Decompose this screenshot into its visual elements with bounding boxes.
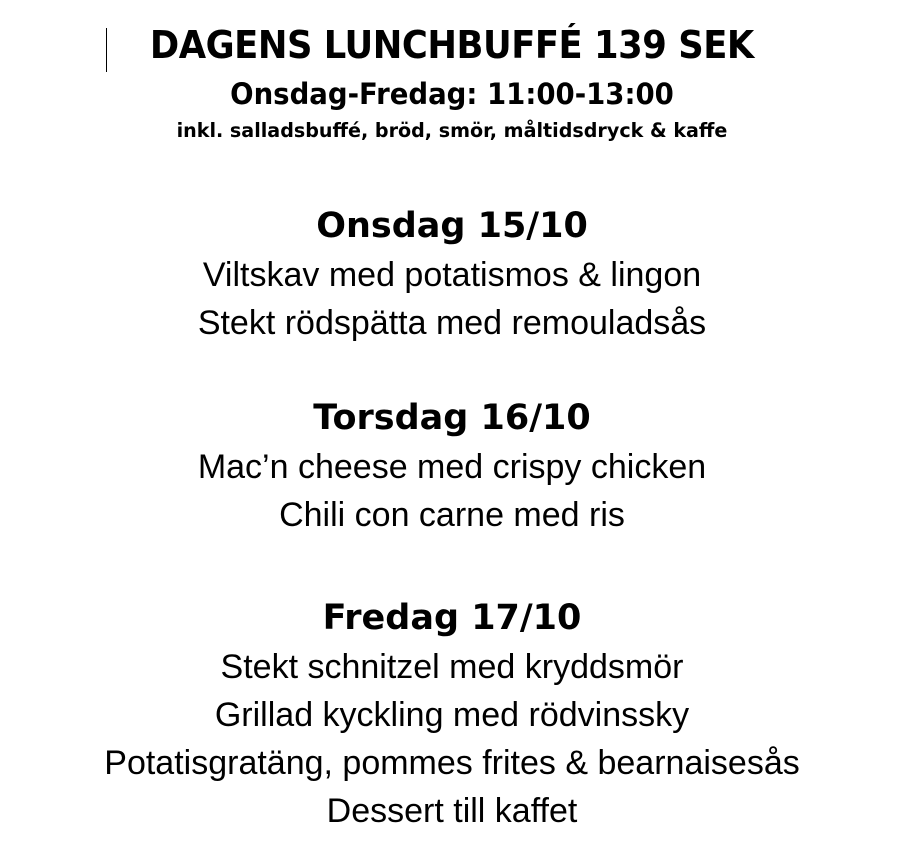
dish-item: Dessert till kaffet: [326, 792, 578, 830]
dish-item: Stekt schnitzel med kryddsmör: [220, 648, 684, 686]
dish-item: Mac’n cheese med crispy chicken: [197, 448, 707, 486]
opening-hours: Onsdag-Fredag: 11:00-13:00: [230, 77, 674, 111]
included-items: inkl. salladsbuffé, bröd, smör, måltidsdryck & kaffe: [176, 119, 728, 142]
dish-item: Potatisgratäng, pommes frites & bearnaisesås: [104, 744, 800, 782]
day-heading: Torsdag 16/10: [313, 398, 591, 438]
menu-title: DAGENS LUNCHBUFFÉ 139 SEK: [149, 23, 754, 67]
day-heading: Fredag 17/10: [322, 598, 582, 638]
dish-item: Viltskav med potatismos & lingon: [202, 256, 702, 294]
day-section-friday: [0, 593, 904, 835]
dish-item: Chili con carne med ris: [279, 496, 625, 534]
dish-item: Grillad kyckling med rödvinssky: [214, 696, 690, 734]
day-section-thursday: [0, 393, 904, 539]
dish-item: Stekt rödspätta med remouladsås: [197, 304, 707, 342]
day-heading: Onsdag 15/10: [316, 206, 588, 246]
day-section-wednesday: [0, 201, 904, 347]
